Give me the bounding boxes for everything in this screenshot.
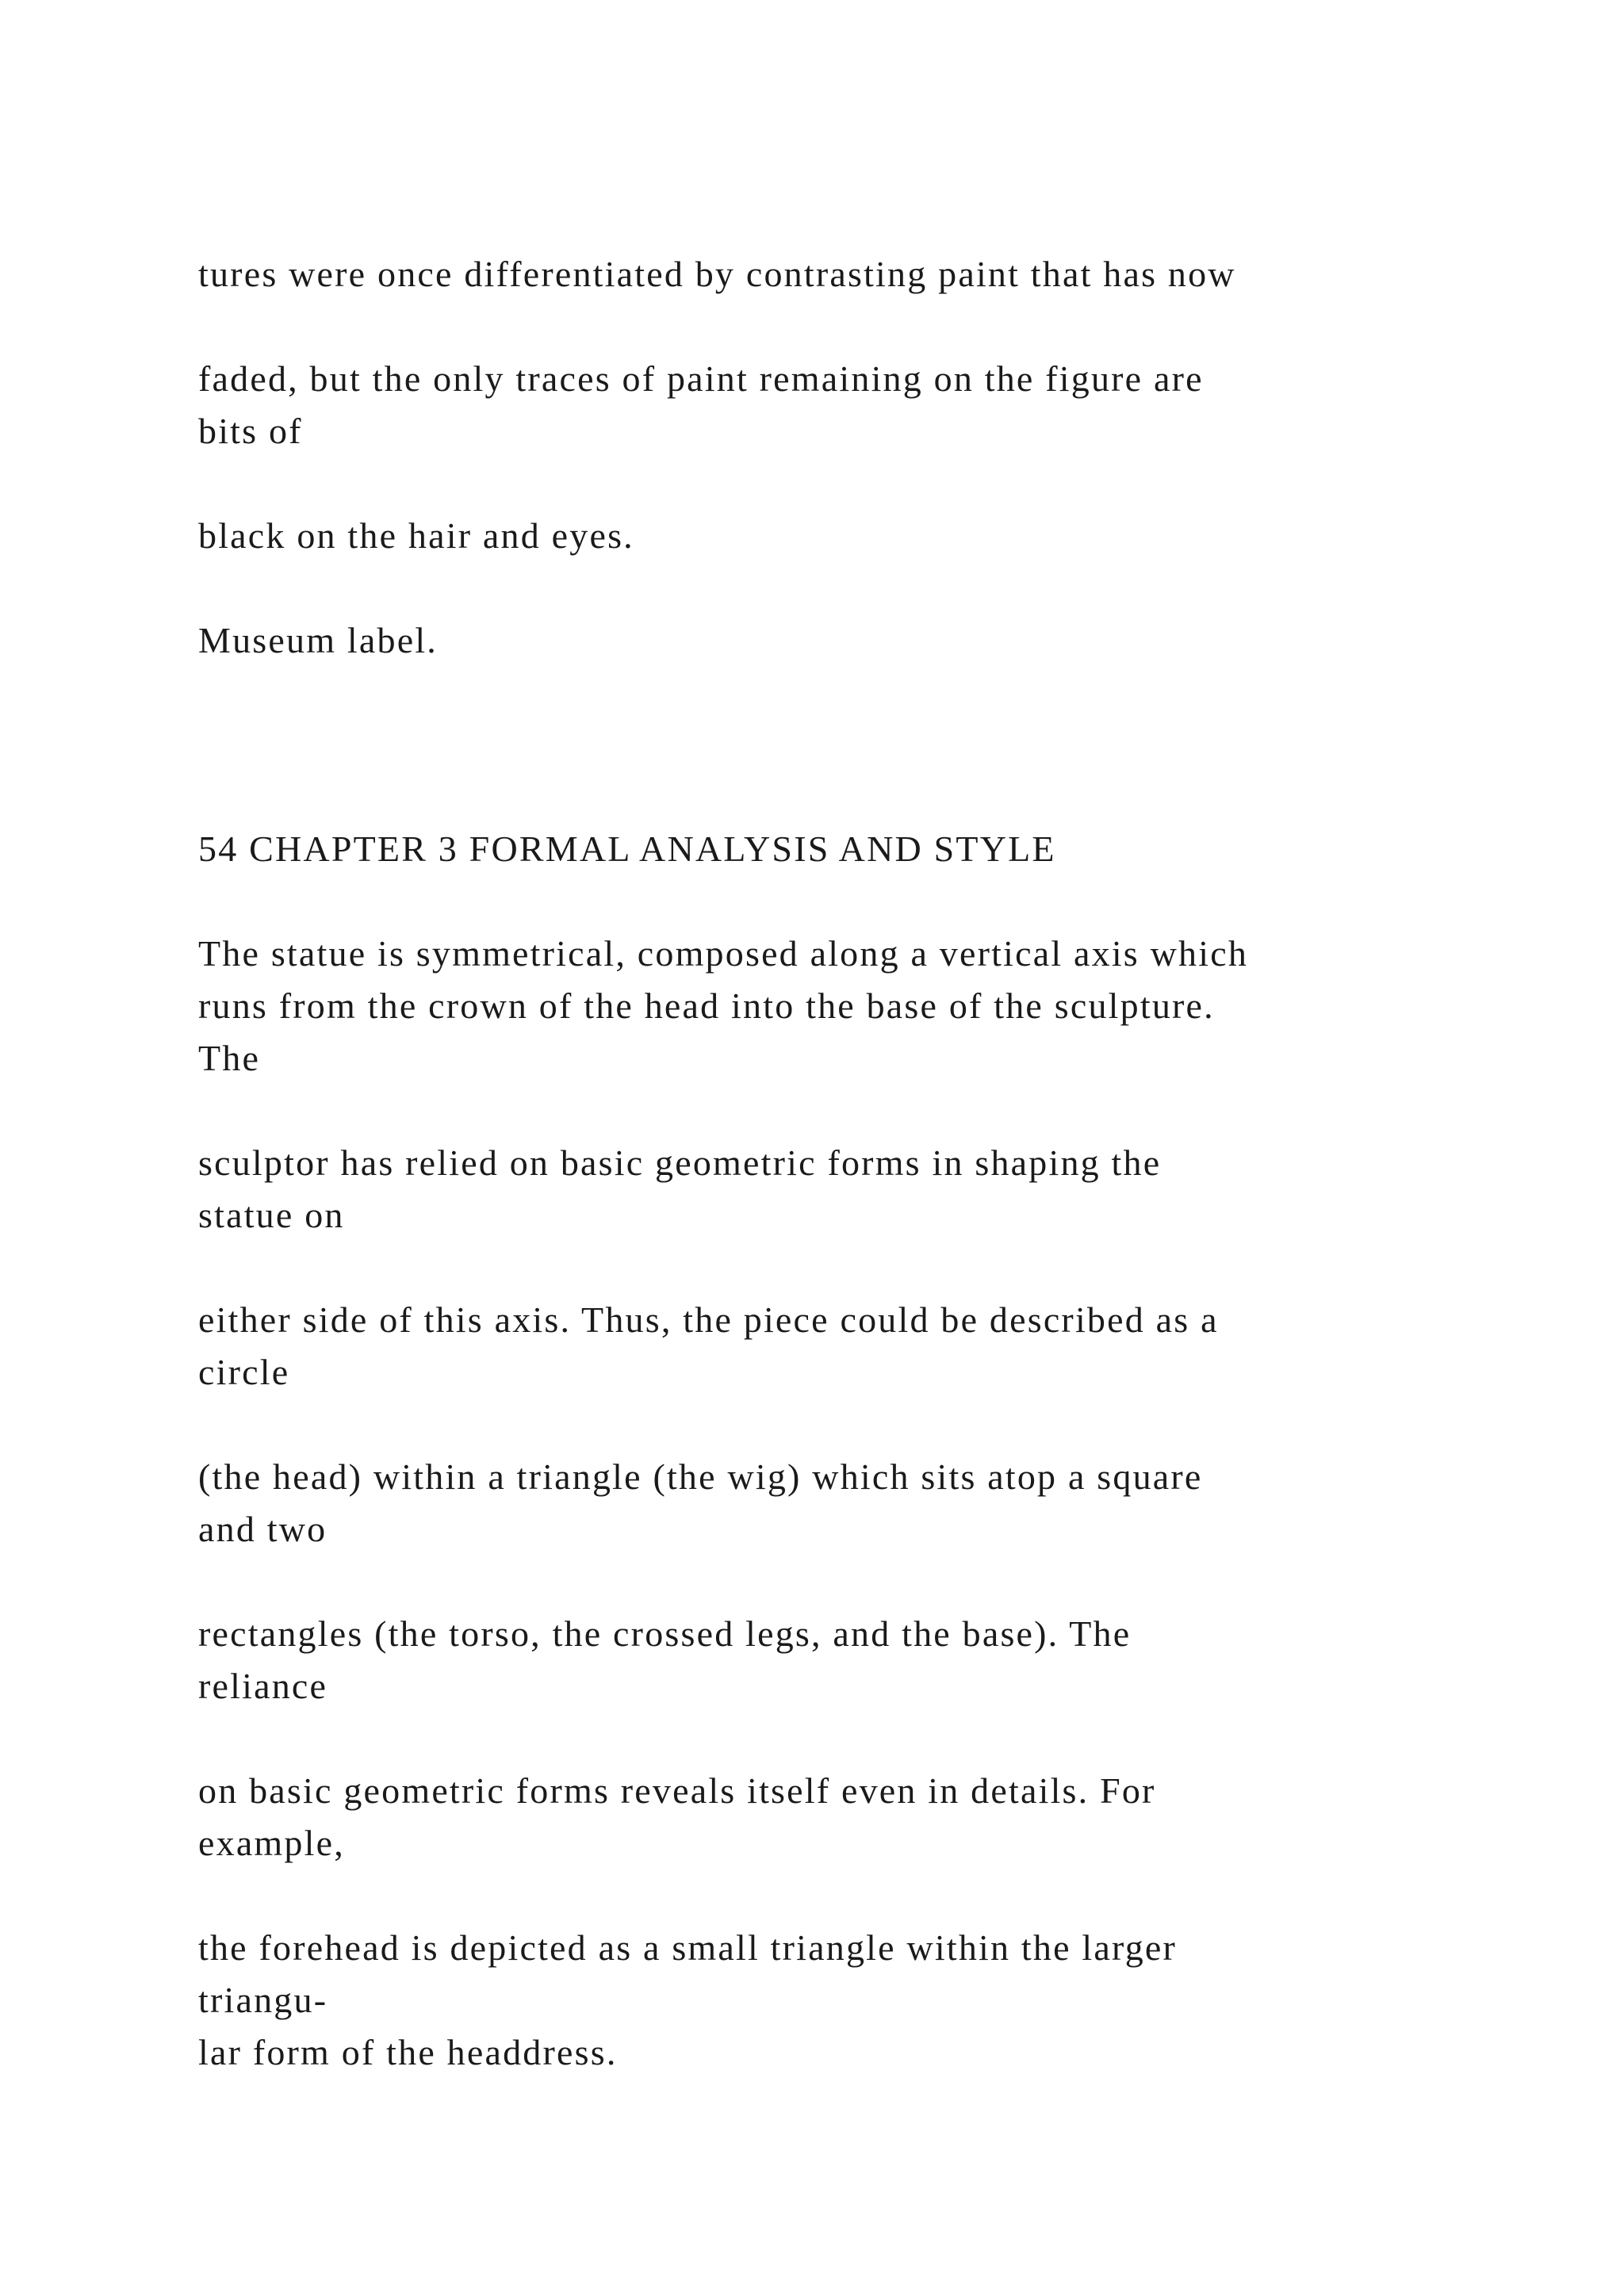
text-line: circle: [198, 1352, 290, 1392]
text-line: sculptor has relied on basic geometric forms in shaping the: [198, 1142, 1162, 1183]
text-line: the forehead is depicted as a small triangle within the larger: [198, 1927, 1178, 1968]
text-line: rectangles (the torso, the crossed legs, and the base). The: [198, 1613, 1132, 1654]
text-line: example,: [198, 1823, 345, 1863]
text-line: either side of this axis. Thus, the piece could be described as a: [198, 1299, 1219, 1340]
text-line: Museum label.: [198, 620, 438, 660]
text-line: triangu-: [198, 1980, 328, 2020]
text-line: The: [198, 1038, 261, 1078]
text-line: The statue is symmetrical, composed along a vertical axis which: [198, 933, 1249, 974]
text-line: (the head) within a triangle (the wig) which sits atop a square: [198, 1456, 1203, 1497]
chapter-heading: 54 CHAPTER 3 FORMAL ANALYSIS AND STYLE: [198, 828, 1056, 869]
text-line: lar form of the headdress.: [198, 2032, 618, 2072]
text-line: reliance: [198, 1666, 328, 1706]
text-line: runs from the crown of the head into the base of the sculpture.: [198, 985, 1215, 1026]
text-line: and two: [198, 1509, 327, 1549]
text-line: faded, but the only traces of paint remaining on the figure are: [198, 358, 1204, 399]
text-line: black on the hair and eyes.: [198, 515, 634, 556]
text-line: on basic geometric forms reveals itself even in details. For: [198, 1770, 1156, 1811]
text-line: statue on: [198, 1195, 345, 1235]
text-line: tures were once differentiated by contrasting paint that has now: [198, 254, 1236, 294]
text-line: bits of: [198, 411, 303, 451]
